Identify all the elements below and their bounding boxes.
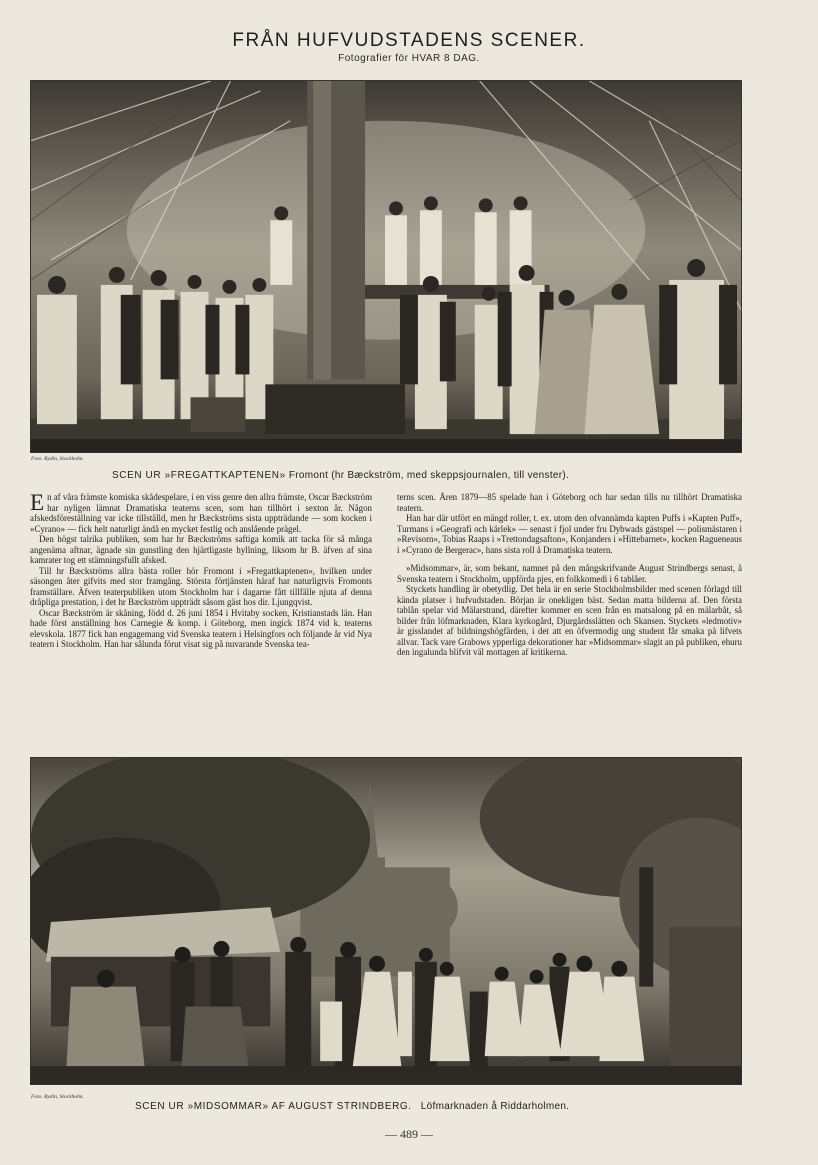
article-column-right: [397, 492, 742, 658]
article-paragraph: Den högst talrika publiken, som har hr Bæckströms saftiga komik att tacka för så många angenäma aftnar, ägnade sin gunstling den hjärtligaste hyllning, liksom hr B. äfven af sina kamrater tog ett stämningsfullt afsked.: [30, 534, 372, 565]
stage-scene-ship-deck: [31, 81, 741, 452]
page-title: FRÅN HUFVUDSTADENS SCENER.: [232, 30, 586, 51]
photo-credit-top: Foto. Rydin, Stockholm.: [31, 456, 84, 462]
article-paragraph: Oscar Bæckström är skåning, född d. 26 juni 1854 i Hvitaby socken, Kristianstads län. Han hade först anställning hos Carnegie & komp. i Göteborg, men ingick 1874 vid k. teaterns elevskola. 1877 fick han engagemang vid Svenska teatern i Helsingfors och följande år vid Nya teatern i Stockholm. Han har sålunda förut visat sig på nuvarande Svenska tea-: [30, 607, 372, 649]
article-paragraph: Till hr Bæckströms allra bästa roller hör Fromont i »Fregattkaptenen», hvilken under säsongen åter gifvits med stor framgång. Största förtjänsten häraf har naturligtvis Fromonts framställare. Äfven teaterpubliken utom Stockholm har i dagarne fått tillfälle njuta af denna dråpliga prestation, i det hr Bæckström uppträdt såsom gäst hos dir. Ljungqvist.: [30, 565, 372, 607]
drop-cap: E: [30, 490, 45, 515]
article-paragraph: terns scen. Åren 1879—85 spelade han i Göteborg och har sedan tills nu tillhört Dramatiska teatern.: [397, 492, 742, 513]
article-paragraph: Han har där utfört en mängd roller, t. ex. utom den ofvannämda kapten Puffs i »Kapten Puff», Turmans i »Geografi och kärlek» — senast i fjol under fru Dybwads gästspel — polismästaren i »Revisorn», Tobias Raaps i »Trettondagsafton», Konjanders i »Hittebarnet», kocken Ragueneaus i »Cyrano de Bergerac», hans sista roll å Dramatiska teatern.: [397, 513, 742, 555]
section-divider-asterisk: *: [567, 554, 572, 563]
caption-lead: SCEN UR »FREGATTKAPTENEN»: [112, 470, 286, 481]
photo-fregattkaptenen: [30, 80, 742, 453]
article-column-left: [30, 492, 372, 650]
article-paragraph: »Midsommar», är, som bekant, namnet på den mångskrifvande August Strindbergs senast, å Svenska teatern i Stockholm, uppförda pjes, en folkkomedi i 6 tablåer.: [397, 563, 742, 584]
photo-midsommar: [30, 757, 742, 1085]
stage-scene-market: [31, 758, 741, 1084]
page-subtitle: Fotografier för HVAR 8 DAG.: [338, 53, 480, 64]
caption-midsommar: [135, 1101, 569, 1112]
caption-detail: Fromont (hr Bæckström, med skeppsjournalen, till venster).: [288, 470, 570, 481]
caption-fregattkaptenen: [112, 470, 569, 481]
page-number: — 489 —: [385, 1127, 433, 1141]
article-paragraph: Styckets handling är obetydlig. Det hela är en serie Stockholmsbilder med scenen förlagd till kända platser i hufvudstaden. Början är onekligen bäst. Sedan matta bilderna af. Den första tablån spelar vid Mälarstrand, därefter kommer en scen från en matsalong på en mälarbåt, så bilder från löfmarknaden, Klara kyrkogård, Djurgårdsslätten och Skansen. Styckets »ledmotiv» är gisslandet af bildningshögfärden, i det att en öfvermodig ung student får smaka på lifvets allvar. Tack vare Grabows ypperliga dekorationer har »Midsommar» slagit an på publiken, ehuru den ingalunda blifvit väl mottagen af kritikerna.: [397, 584, 742, 657]
caption-lead: SCEN UR »MIDSOMMAR» AF AUGUST STRINDBERG.: [135, 1101, 412, 1112]
caption-detail: Löfmarknaden å Riddarholmen.: [420, 1101, 570, 1112]
article-paragraph: n af våra främste komiska skådespelare, i en viss genre den allra främste, Oscar Bæckström har nyligen lämnat Dramatiska teaterns scen, som han tillhört i sexton år. Någon afskedsföreställning var icke tillställd, men hr Bæckströms sista uppträdande — som kocken i »Cyrano» — fick helt naturligt ändå en mycket festlig och anslående prägel.: [30, 492, 372, 534]
photo-credit-bottom: Foto. Rydin, Stockholm.: [31, 1094, 84, 1100]
